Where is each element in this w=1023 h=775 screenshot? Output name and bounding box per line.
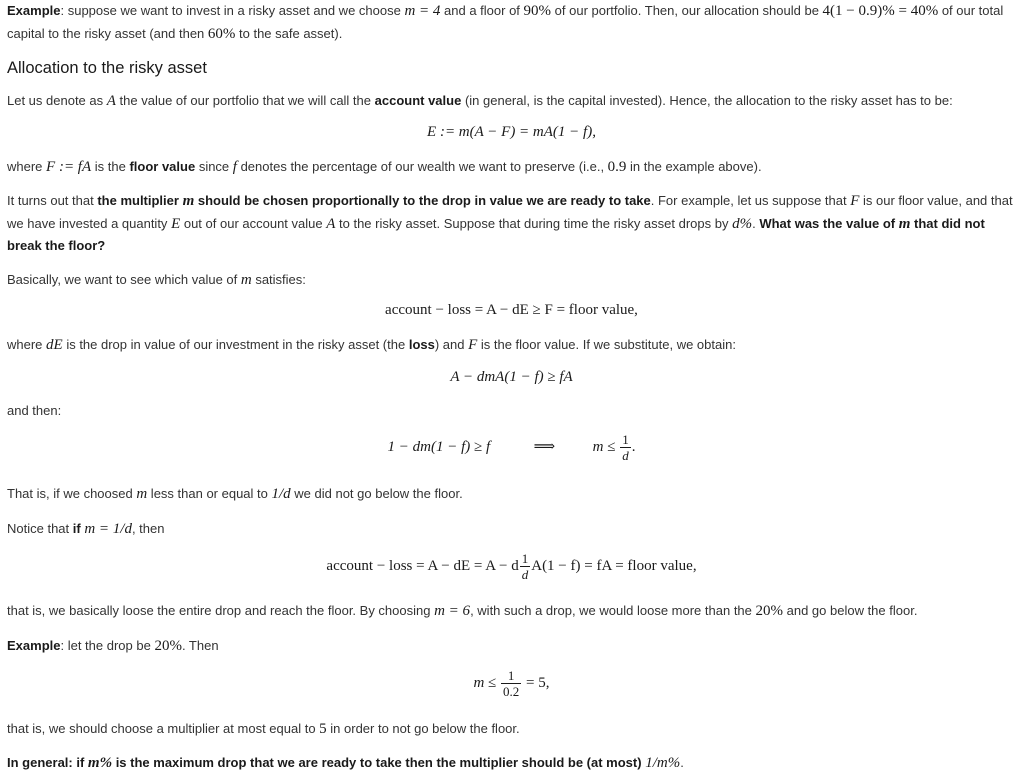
text: where (7, 159, 47, 174)
example-paragraph (7, 0, 1019, 45)
text: Notice that (7, 521, 73, 536)
inline-math: d% (732, 215, 753, 232)
inline-math: 20% (154, 638, 182, 654)
inline-math: 90% (523, 3, 552, 19)
substituted-equation: A − dmA(1 − f) ≥ fA (450, 369, 573, 385)
inequality-equation (0, 432, 1023, 463)
text: to the safe asset). (235, 25, 343, 41)
general-paragraph (7, 752, 1019, 775)
bold-term: loss (408, 337, 435, 352)
inline-math: F := fA (46, 159, 92, 175)
floor-equation (0, 551, 1023, 582)
multiplier-paragraph (7, 190, 1019, 257)
inline-math: E (171, 215, 181, 232)
and-then-paragraph: and then: (7, 403, 62, 418)
text: That is, if we choosed (7, 486, 137, 501)
inline-math: m (240, 272, 252, 288)
bold-text: In general: if (7, 755, 88, 770)
text: , then (131, 521, 165, 536)
numerator: 1 (521, 551, 529, 566)
equation-right: m ≤ (592, 438, 616, 455)
text: Let us denote as (7, 93, 107, 108)
inline-math: m = 1/d (84, 521, 132, 537)
choose-paragraph (7, 483, 1019, 506)
text: that is, we basically loose the entire drop and reach the floor. By choosing (7, 603, 435, 618)
substitute-paragraph (7, 334, 1019, 357)
inline-math: m = 4 (404, 3, 441, 19)
text: It turns out that (7, 193, 98, 208)
definition-paragraph (7, 90, 1019, 113)
text: that is, we should choose a multiplier at most equal to (7, 721, 320, 736)
inline-math: 60% (207, 25, 236, 42)
inline-math: m (136, 486, 148, 502)
example-label: Example (7, 638, 61, 653)
equation-lead: m ≤ (473, 674, 497, 691)
inline-math: 20% (755, 603, 783, 619)
numerator: 1 (501, 668, 521, 684)
example-2-paragraph (7, 635, 1019, 658)
text: . (680, 755, 684, 770)
text: ) and (434, 337, 469, 352)
text: : suppose we want to invest in a risky asset and we choose (60, 3, 405, 18)
example-equation (0, 668, 1023, 699)
drop-paragraph (7, 600, 1019, 623)
bold-term: account value (374, 93, 462, 108)
notice-paragraph (7, 518, 1019, 541)
inline-math: A (326, 215, 336, 232)
text: Basically, we want to see which value of (7, 272, 241, 287)
inline-math: 0.9 (607, 159, 627, 175)
inline-math: m = 6 (434, 603, 471, 619)
text: we did not go below the floor. (290, 486, 463, 501)
inline-math: m% (87, 755, 113, 771)
text: in the example above). (626, 159, 762, 174)
bold-term: floor value (129, 159, 196, 174)
text: in order to not go below the floor. (326, 721, 520, 736)
inline-math: dE (46, 337, 63, 353)
inline-math: F (468, 337, 478, 353)
text: of our total capital to the risky asset (and then (7, 3, 1004, 41)
denominator: d (622, 448, 629, 463)
text: (in general, is the capital invested). Hence, the allocation to the risky asset has to be: (461, 93, 953, 108)
inline-math: m (182, 193, 195, 209)
bold-text: What was the value of (759, 215, 899, 231)
text: , with such a drop, we would loose more than the (470, 603, 756, 618)
denominator: d (521, 567, 529, 582)
text: is the (91, 159, 130, 174)
inline-math: 4(1 − 0.9)% = 40% (822, 3, 939, 19)
text: and a floor of (440, 3, 524, 18)
text: denotes the percentage of our wealth we want to preserve (i.e., (236, 159, 608, 174)
text: is the drop in value of our investment in the risky asset (the (62, 337, 409, 352)
text: . Then (181, 638, 219, 653)
fraction (520, 551, 531, 582)
inline-math: 5 (319, 721, 327, 737)
text: is the floor value. If we substitute, we obtain: (477, 337, 736, 352)
inline-math: 1/d (271, 486, 291, 502)
inline-math: m (898, 215, 911, 232)
text: to the risky asset. Suppose that during time the risky asset drops by (335, 215, 733, 231)
conclusion-paragraph (7, 718, 1019, 741)
satisfies-paragraph (7, 269, 1019, 292)
equation-tail: = 5, (526, 674, 550, 691)
text: of our portfolio. Then, our allocation should be (551, 3, 823, 18)
denominator: 0.2 (503, 684, 520, 699)
bold-text: if (72, 521, 85, 536)
text: where (7, 337, 47, 352)
text: . (752, 215, 760, 231)
bold-text: the multiplier (97, 193, 183, 208)
equation-left: 1 − dm(1 − f) ≥ f (387, 438, 491, 455)
floor-paragraph (7, 156, 1019, 179)
text: since (195, 159, 233, 174)
text: is our floor value, and that we have invested a quantity (7, 193, 1013, 231)
example-label: Example (7, 3, 61, 18)
text: and go below the floor. (783, 603, 918, 618)
bold-text: is the maximum drop that we are ready to take then the multiplier should be (at most) (112, 755, 646, 770)
text: satisfies: (251, 272, 306, 287)
bold-text: that did not break the floor? (7, 215, 985, 253)
loss-equation: account − loss = A − dE ≥ F = floor value, (385, 302, 638, 318)
text: the value of our portfolio that we will call the (115, 93, 375, 108)
allocation-equation: E := m(A − F) = mA(1 − f), (427, 124, 596, 140)
text: less than or equal to (147, 486, 272, 501)
bold-text: should be chosen proportionally to the drop in value we are ready to take (194, 193, 651, 208)
fraction (620, 432, 631, 463)
equation-lead: account − loss = A − dE = A − d (326, 557, 519, 574)
inline-math: F (850, 193, 860, 209)
fraction (501, 668, 521, 699)
text: : let the drop be (60, 638, 155, 653)
equation-tail: A(1 − f) = fA = floor value, (531, 557, 697, 574)
implies-arrow: ⟹ (533, 438, 556, 455)
numerator: 1 (622, 432, 629, 447)
inline-math: 1/m% (645, 755, 681, 771)
text: out of our account value (180, 215, 327, 231)
section-heading: Allocation to the risky asset (7, 59, 207, 77)
punctuation: . (631, 438, 636, 455)
inline-math: A (106, 93, 116, 109)
text: . For example, let us suppose that (650, 193, 851, 208)
inline-math: f (232, 159, 237, 175)
